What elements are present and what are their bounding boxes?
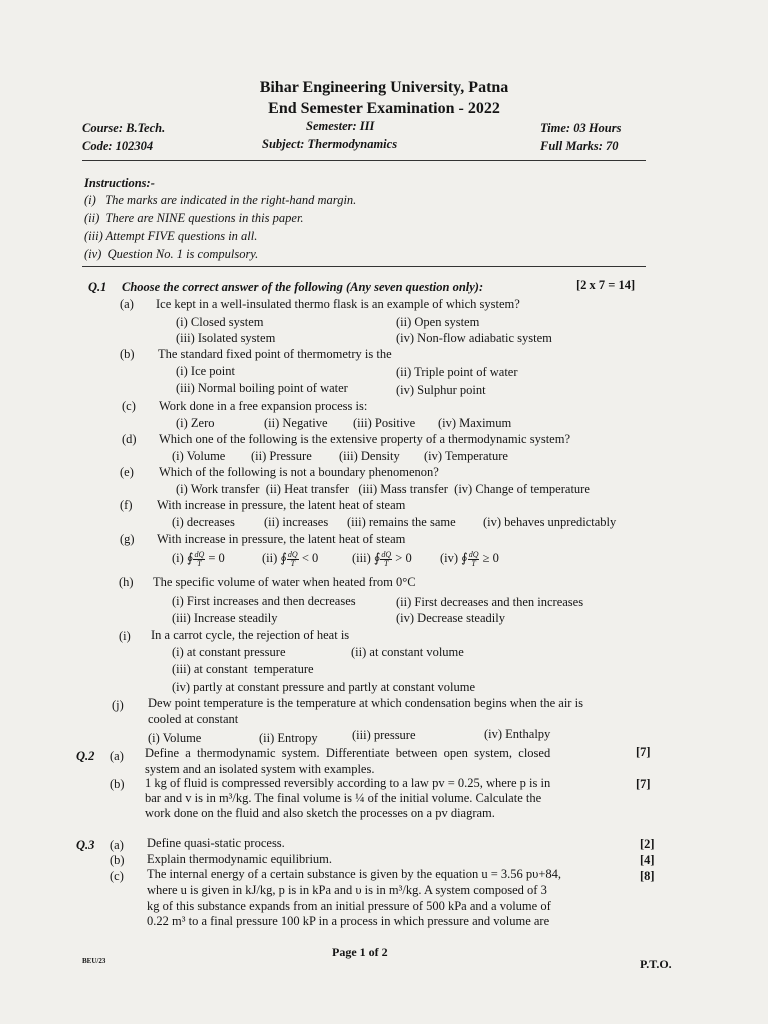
q3b-text: Explain thermodynamic equilibrium. — [147, 852, 333, 866]
q1b-opt: (ii) Triple point of water — [396, 365, 518, 379]
q1c-text: Work done in a free expansion process is: — [159, 399, 368, 413]
q1i-opt: (iii) at constant temperature — [172, 662, 314, 676]
q2-number: Q.2 — [76, 749, 95, 763]
q1h-opt: (iv) Decrease steadily — [396, 611, 505, 625]
q1d-opt: (ii) Pressure — [251, 449, 312, 463]
instruction-item: (ii) There are NINE questions in this paper. — [84, 211, 304, 225]
q3a-label: (a) — [110, 838, 124, 852]
semester: Semester: III — [306, 119, 375, 133]
code: Code: 102304 — [82, 139, 154, 153]
instruction-item: (iii) Attempt FIVE questions in all. — [84, 229, 258, 243]
q3c-marks: [8] — [640, 869, 655, 883]
q1d-label: (d) — [122, 432, 137, 446]
q1b-opt: (iii) Normal boiling point of water — [176, 381, 348, 395]
q1g-label: (g) — [120, 532, 135, 546]
q1d-opt: (iii) Density — [339, 449, 400, 463]
q1d-text: Which one of the following is the extensive property of a thermodynamic system? — [159, 432, 570, 446]
q3-number: Q.3 — [76, 838, 95, 852]
q3c-text-3: kg of this substance expands from an initial pressure of 500 kPa and a volume of — [147, 899, 551, 913]
q1j-text-2: cooled at constant — [148, 712, 239, 726]
q1j-label: (j) — [112, 698, 124, 712]
q1g-opt-4: (iv) ∮ $\frac{dQ}{T}$ ≥ 0 — [440, 549, 499, 568]
q1i-label: (i) — [119, 629, 131, 643]
q1b-opt: (i) Ice point — [176, 364, 236, 378]
q3a-marks: [2] — [640, 837, 655, 851]
pto: P.T.O. — [640, 957, 672, 971]
q1f-opt: (iii) remains the same — [347, 515, 456, 529]
instruction-item: (iv) Question No. 1 is compulsory. — [84, 247, 259, 261]
q1i-opt: (i) at constant pressure — [172, 645, 286, 659]
q3c-text-1: The internal energy of a certain substance is given by the equation u = 3.56 pυ+84, — [147, 867, 562, 881]
q2a-marks: [7] — [636, 745, 651, 759]
q1-marks: [2 x 7 = 14] — [576, 278, 636, 292]
q1j-opt: (i) Volume — [148, 731, 202, 745]
subject: Subject: Thermodynamics — [262, 137, 398, 151]
q1h-opt: (i) First increases and then decreases — [172, 594, 356, 608]
full-marks: Full Marks: 70 — [540, 139, 619, 153]
q1e-text: Which of the following is not a boundary phenomenon? — [159, 465, 439, 479]
q1h-opt: (ii) First decreases and then increases — [396, 595, 584, 609]
q1e-options: (i) Work transfer (ii) Heat transfer (iii) Mass transfer (iv) Change of temperature — [176, 482, 590, 496]
q1g-opt-1: (i) ∮ $\frac{dQ}{T}$ = 0 — [172, 549, 225, 568]
q1c-label: (c) — [122, 399, 136, 413]
q1a-opt: (i) Closed system — [176, 315, 264, 329]
q1h-text: The specific volume of water when heated from 0°C — [153, 575, 416, 589]
q2b-label: (b) — [110, 777, 125, 791]
q1b-label: (b) — [120, 347, 135, 361]
q1a-opt: (ii) Open system — [396, 315, 480, 329]
q1i-text: In a carrot cycle, the rejection of heat is — [151, 628, 350, 642]
q1a-label: (a) — [120, 297, 134, 311]
university-title: Bihar Engineering University, Patna — [259, 79, 509, 96]
q1j-text-1: Dew point temperature is the temperature at which condensation begins when the air is — [148, 696, 583, 710]
q2a-text-1: Define a thermodynamic system. Differentiate between open system, closed — [145, 746, 551, 760]
q1a-text: Ice kept in a well-insulated thermo flask is an example of which system? — [156, 297, 520, 311]
q1i-opt: (ii) at constant volume — [351, 645, 464, 659]
q2b-marks: [7] — [636, 777, 651, 791]
q1j-opt: (iii) pressure — [352, 728, 416, 742]
q1b-opt: (iv) Sulphur point — [396, 383, 486, 397]
q3a-text: Define quasi-static process. — [147, 836, 285, 850]
q1f-opt: (ii) increases — [264, 515, 329, 529]
time: Time: 03 Hours — [540, 121, 622, 135]
course: Course: B.Tech. — [82, 121, 166, 135]
q1j-opt: (iv) Enthalpy — [484, 727, 551, 741]
q1f-text: With increase in pressure, the latent heat of steam — [157, 498, 406, 512]
q2b-text-3: work done on the fluid and also sketch the processes on a pv diagram. — [145, 806, 495, 820]
q2b-text-2: bar and v is in m³/kg. The final volume is ¼ of the initial volume. Calculate the — [145, 791, 542, 805]
q1-heading: Choose the correct answer of the following (Any seven question only): — [122, 280, 484, 294]
q1h-label: (h) — [119, 575, 134, 589]
q1g-text: With increase in pressure, the latent heat of steam — [157, 532, 406, 546]
q1d-opt: (iv) Temperature — [424, 449, 508, 463]
q2b-text-1: 1 kg of fluid is compressed reversibly according to a law pv = 0.25, where p is in — [145, 776, 551, 790]
q3c-label: (c) — [110, 869, 124, 883]
q1g-opt-3: (iii) ∮ $\frac{dQ}{T}$ > 0 — [352, 549, 412, 568]
q1-number: Q.1 — [88, 280, 107, 294]
q2a-label: (a) — [110, 749, 124, 763]
q1f-label: (f) — [120, 498, 133, 512]
q1c-opt: (iii) Positive — [353, 416, 416, 430]
q1f-opt: (i) decreases — [172, 515, 235, 529]
q1c-opt: (ii) Negative — [264, 416, 328, 430]
instruction-item: (i) The marks are indicated in the right-hand margin. — [84, 193, 357, 207]
q1b-text: The standard fixed point of thermometry is the — [158, 347, 392, 361]
q1a-opt: (iii) Isolated system — [176, 331, 276, 345]
q1h-opt: (iii) Increase steadily — [172, 611, 278, 625]
q3c-text-2: where u is given in kJ/kg, p is in kPa and υ is in m³/kg. A system composed of 3 — [147, 883, 547, 897]
exam-title: End Semester Examination - 2022 — [268, 100, 500, 117]
instructions-rule — [82, 266, 646, 267]
page-number: Page 1 of 2 — [332, 945, 388, 959]
footer-code: BEU/23 — [82, 957, 106, 965]
q1i-opt: (iv) partly at constant pressure and partly at constant volume — [172, 680, 476, 694]
q1c-opt: (iv) Maximum — [438, 416, 512, 430]
q3c-text-4: 0.22 m³ to a final pressure 100 kP in a process in which pressure and volume are — [147, 914, 550, 928]
header-rule — [82, 160, 646, 161]
q3b-label: (b) — [110, 853, 125, 867]
q1g-opt-2: (ii) ∮ $\frac{dQ}{T}$ < 0 — [262, 549, 319, 568]
instructions-title: Instructions:- — [84, 176, 155, 190]
q1f-opt: (iv) behaves unpredictably — [483, 515, 617, 529]
q1a-opt: (iv) Non-flow adiabatic system — [396, 331, 552, 345]
q1d-opt: (i) Volume — [172, 449, 226, 463]
q2a-text-2: system and an isolated system with examples. — [145, 762, 375, 776]
q1j-opt: (ii) Entropy — [259, 731, 318, 745]
q1c-opt: (i) Zero — [176, 416, 215, 430]
q1e-label: (e) — [120, 465, 134, 479]
q3b-marks: [4] — [640, 853, 655, 867]
